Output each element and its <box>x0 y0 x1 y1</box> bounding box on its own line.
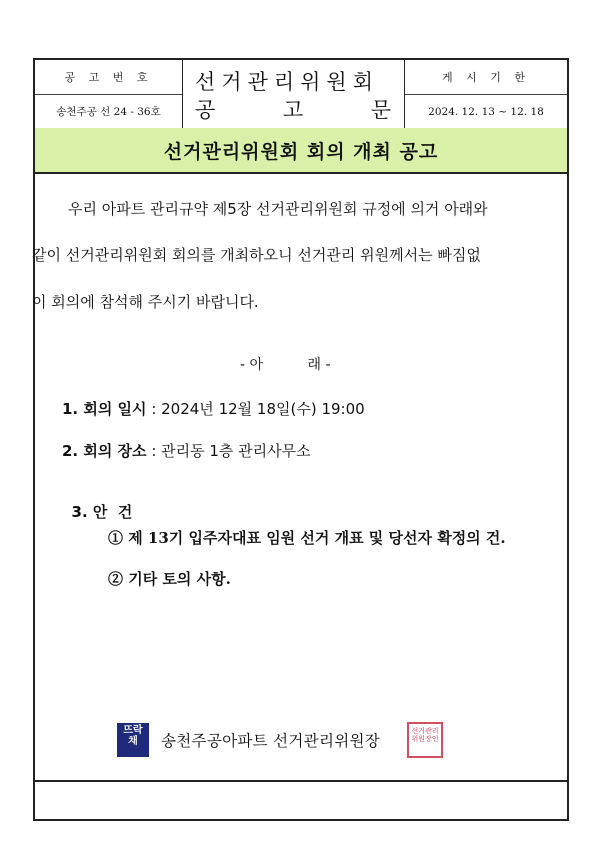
notice-number-label: 공 고 번 호 <box>35 60 182 95</box>
agenda-heading <box>62 483 132 522</box>
agenda-item: ① 제 13기 입주자대표 임원 선거 개표 및 당선자 확정의 건. <box>108 529 506 547</box>
posting-period-value: 2024. 12. 13 ~ 12. 18 <box>428 105 544 118</box>
logo-text: 뜨락채 <box>123 725 143 747</box>
signature: 송천주공아파트 선거관리위원장 <box>161 732 381 750</box>
notice-number-value: 송천주공 선 24 - 36호 <box>56 106 161 118</box>
agenda-item: ② 기타 토의 사항. <box>108 570 231 588</box>
official-seal <box>407 722 443 758</box>
posting-period-label: 게 시 기 한 <box>405 60 567 95</box>
notice-number-cell <box>35 60 183 128</box>
document-type-char: 문 <box>370 98 391 122</box>
item-label: 3. 안 건 <box>71 503 133 521</box>
document-type-char: 공 <box>195 98 216 122</box>
item-value: : 2024년 12월 18일(수) 19:00 <box>146 400 365 418</box>
meeting-datetime <box>62 398 365 419</box>
apartment-logo <box>117 723 149 757</box>
meeting-location <box>62 440 311 461</box>
seal-text: 선거관리위원장인 <box>411 727 439 743</box>
issuer-name: 선거관리위원회 <box>195 70 380 94</box>
item-label: 2. 회의 장소 <box>62 442 147 460</box>
posting-period-cell <box>405 60 567 128</box>
document-type <box>195 94 391 124</box>
paragraph-line: 같이 선거관리위원회 회의를 개최하오니 선거관리 위원께서는 빠짐없 <box>32 246 481 264</box>
item-label: 1. 회의 일시 <box>62 400 147 418</box>
paragraph-line: 이 회의에 참석해 주시기 바랍니다. <box>32 293 259 311</box>
item-value: : 관리동 1층 관리사무소 <box>146 442 311 460</box>
document-type-char: 고 <box>282 98 304 122</box>
footer-row <box>35 780 567 821</box>
header-table <box>35 60 567 130</box>
paragraph-line: 우리 아파트 관리규약 제5장 선거관리위원회 규정에 의거 아래와 <box>68 200 488 218</box>
issuer-cell <box>183 60 405 128</box>
notice-title: 선거관리위원회 회의 개최 공고 <box>35 128 567 174</box>
section-separator: - 아 래 - <box>240 357 331 373</box>
